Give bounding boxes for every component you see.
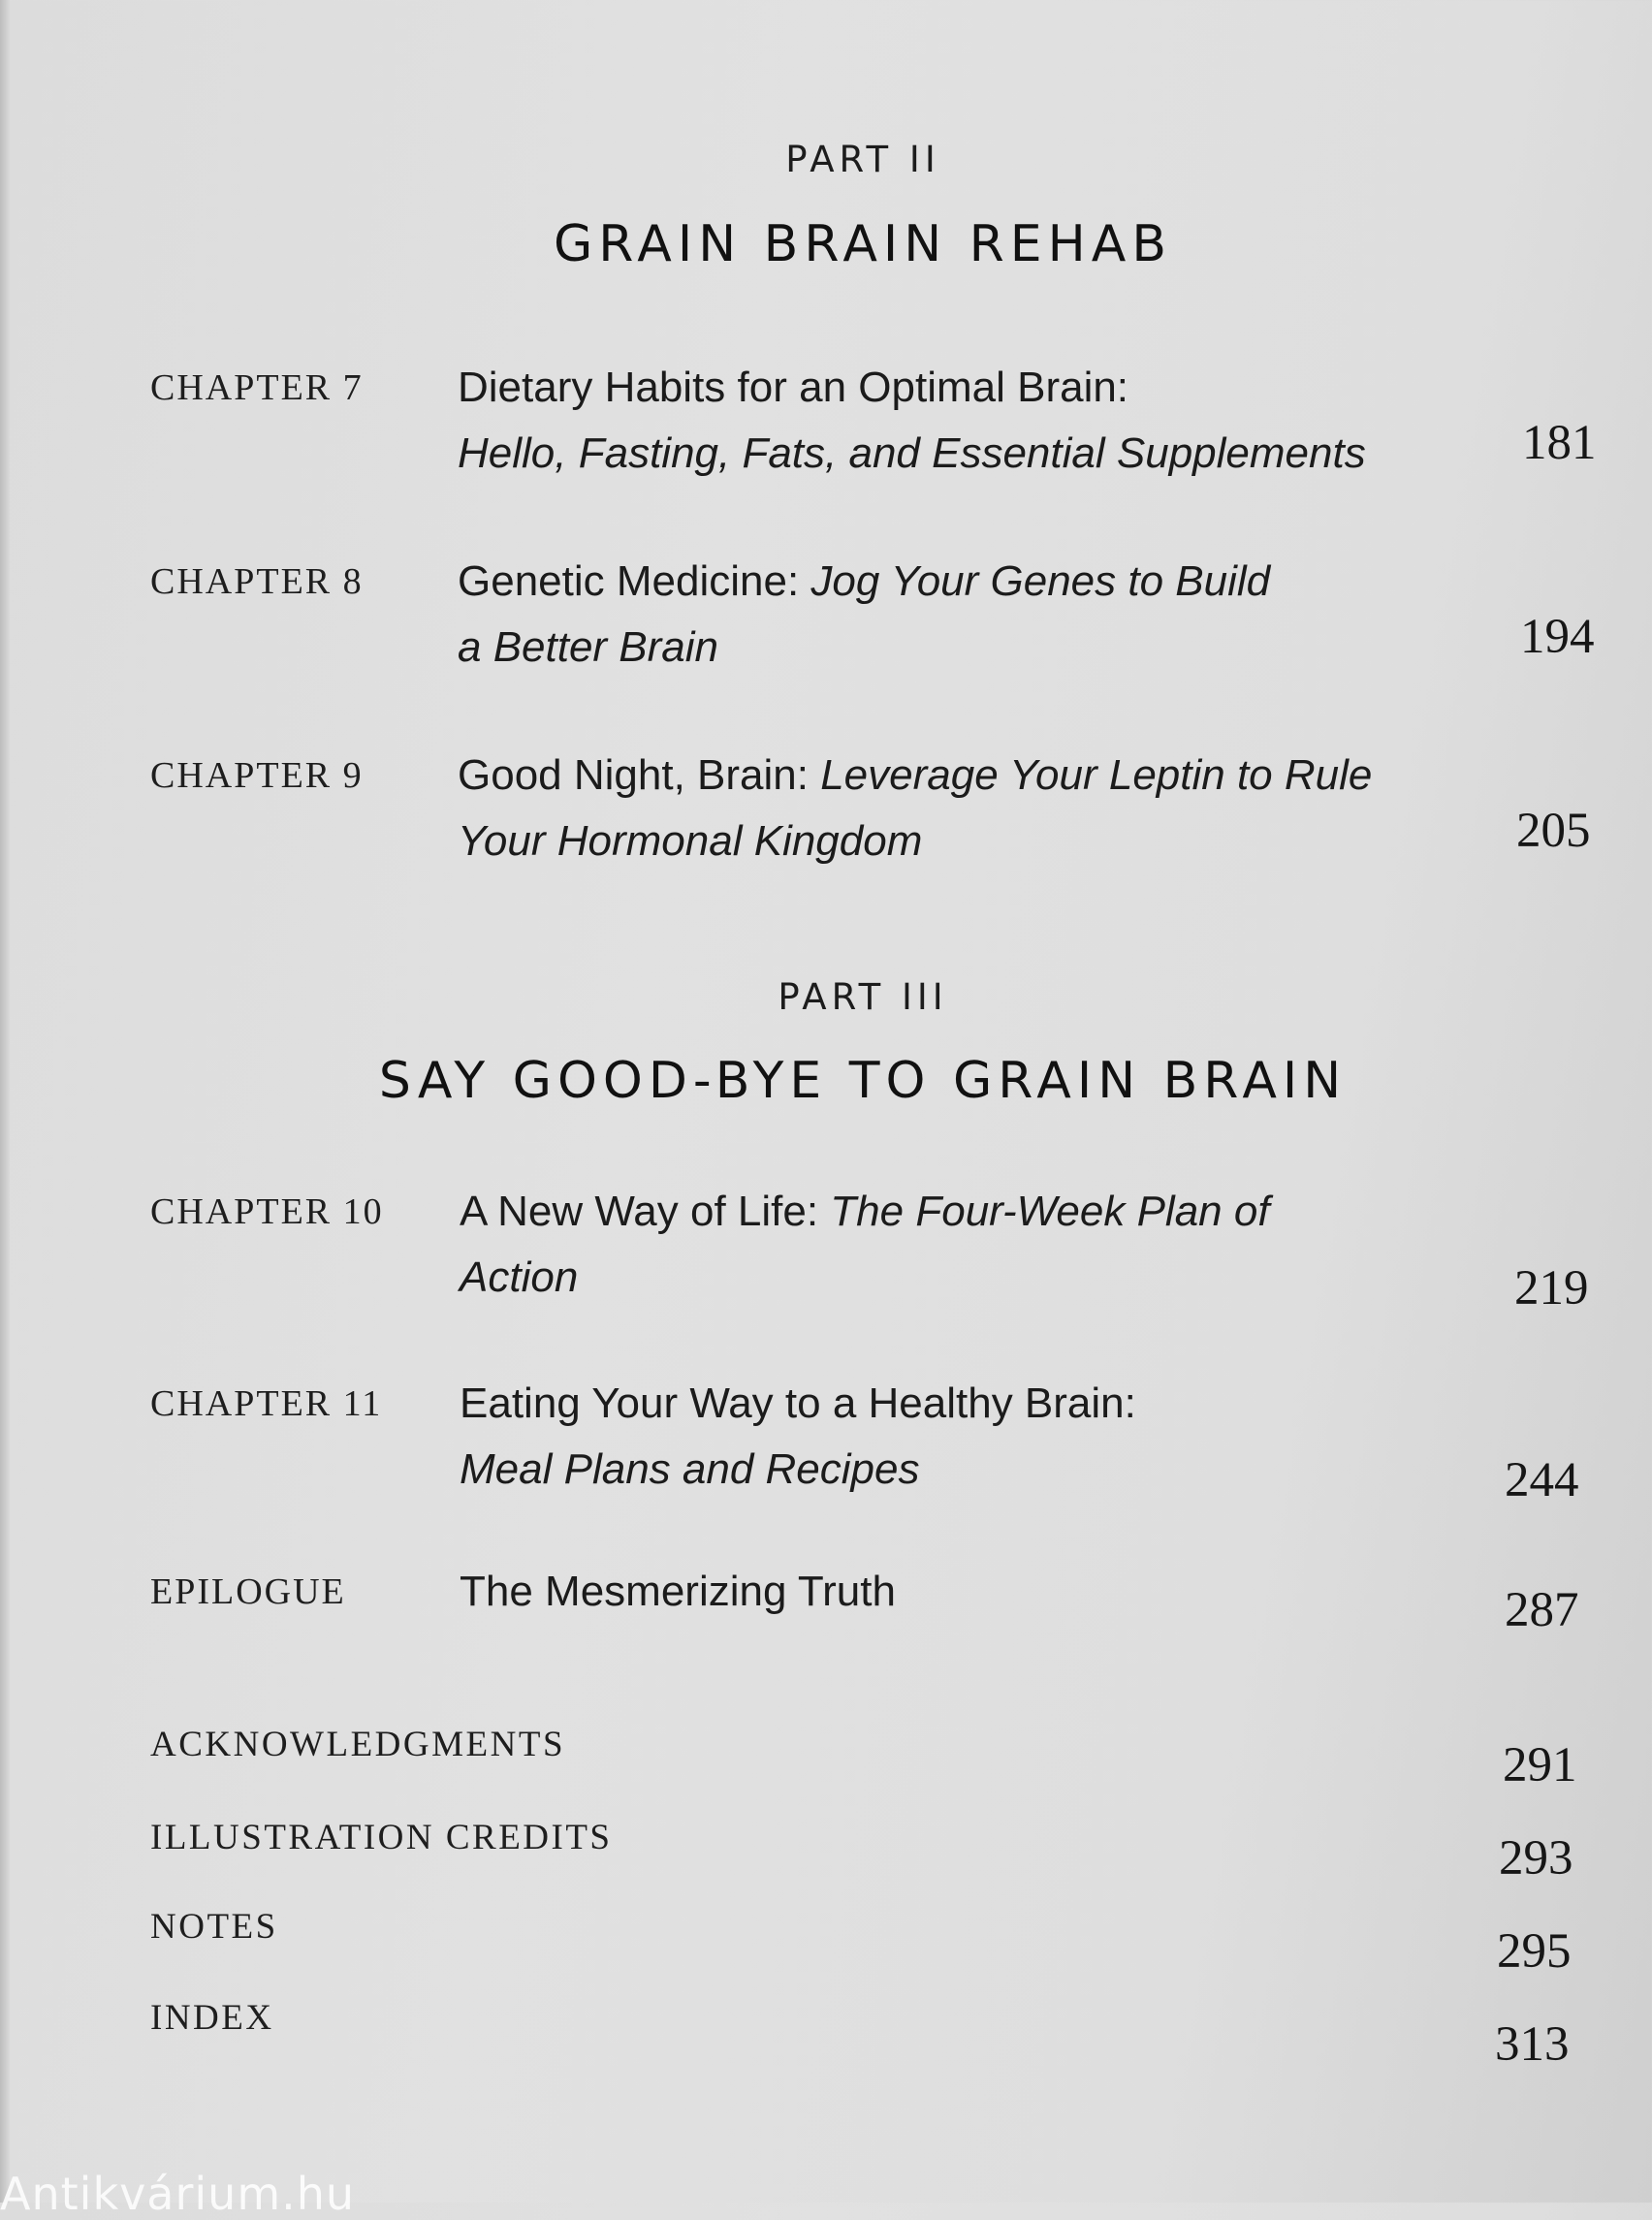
part-3-title: SAY GOOD-BYE TO GRAIN BRAIN [378, 1052, 1348, 1110]
chapter-title-subtitle: Hello, Fasting, Fats, and Essential Supplements [458, 429, 1366, 477]
chapter-title-main: Eating Your Way to a Healthy Brain: [460, 1380, 1136, 1427]
page-number: 287 [1505, 1583, 1579, 1637]
chapter-label: CHAPTER 11 [150, 1383, 383, 1424]
back-matter-label: ACKNOWLEDGMENTS [150, 1725, 566, 1764]
page-number: 219 [1514, 1261, 1589, 1316]
page-number: 205 [1516, 804, 1591, 858]
chapter-title [458, 549, 1272, 681]
chapter-title-subtitle: Leverage Your Leptin to Rule Your Hormonal Kingdom [458, 751, 1373, 865]
chapter-title [460, 1559, 1477, 1625]
part-2-label: PART II [785, 139, 940, 180]
toc-entry-index[interactable] [0, 1997, 1652, 2075]
back-matter-label: INDEX [150, 1998, 274, 2038]
page-number: 291 [1503, 1738, 1577, 1792]
chapter-label: EPILOGUE [150, 1571, 346, 1612]
toc-entry-chapter-11[interactable] [0, 1382, 1652, 1538]
chapter-label: CHAPTER 10 [150, 1191, 384, 1232]
watermark: Antikvárium.hu [0, 2168, 356, 2220]
page-number: 244 [1505, 1453, 1579, 1507]
chapter-label: CHAPTER 9 [150, 755, 364, 796]
part-3-label: PART III [778, 976, 948, 1018]
chapter-title-main: Good Night, Brain: [458, 751, 821, 799]
chapter-title [460, 1371, 1477, 1503]
chapter-title [458, 355, 1476, 487]
page-number: 313 [1495, 2017, 1570, 2072]
chapter-label: CHAPTER 7 [150, 367, 364, 408]
back-matter-label: NOTES [150, 1907, 278, 1947]
chapter-title [458, 743, 1427, 874]
chapter-title-main: Dietary Habits for an Optimal Brain: [458, 364, 1129, 411]
page-number: 194 [1520, 610, 1595, 664]
chapter-label: CHAPTER 8 [150, 561, 364, 602]
chapter-title-subtitle: Jog Your Genes to Build a Better Brain [458, 557, 1271, 671]
toc-entry-illustration-credits[interactable] [0, 1817, 1652, 1894]
chapter-title [460, 1179, 1371, 1311]
part-2-title: GRAIN BRAIN REHAB [553, 215, 1173, 273]
back-matter-label: ILLUSTRATION CREDITS [150, 1818, 613, 1857]
chapter-title-main: The Mesmerizing Truth [460, 1568, 896, 1615]
toc-entry-chapter-9[interactable] [0, 751, 1652, 909]
toc-entry-chapter-7[interactable] [0, 366, 1652, 522]
page-number: 181 [1522, 416, 1597, 470]
page-number: 293 [1499, 1831, 1573, 1886]
chapter-title-main: A New Way of Life: [460, 1188, 831, 1235]
toc-entry-notes[interactable] [0, 1906, 1652, 1983]
toc-entry-epilogue[interactable] [0, 1570, 1652, 1667]
toc-entry-acknowledgments[interactable] [0, 1724, 1652, 1801]
toc-entry-chapter-8[interactable] [0, 557, 1652, 715]
page-number: 295 [1497, 1924, 1572, 1979]
chapter-title-main: Genetic Medicine: [458, 557, 811, 605]
chapter-title-subtitle: Meal Plans and Recipes [460, 1445, 920, 1493]
chapter-title-subtitle: The Four-Week Plan of Action [460, 1188, 1270, 1301]
toc-entry-chapter-10[interactable] [0, 1190, 1652, 1346]
